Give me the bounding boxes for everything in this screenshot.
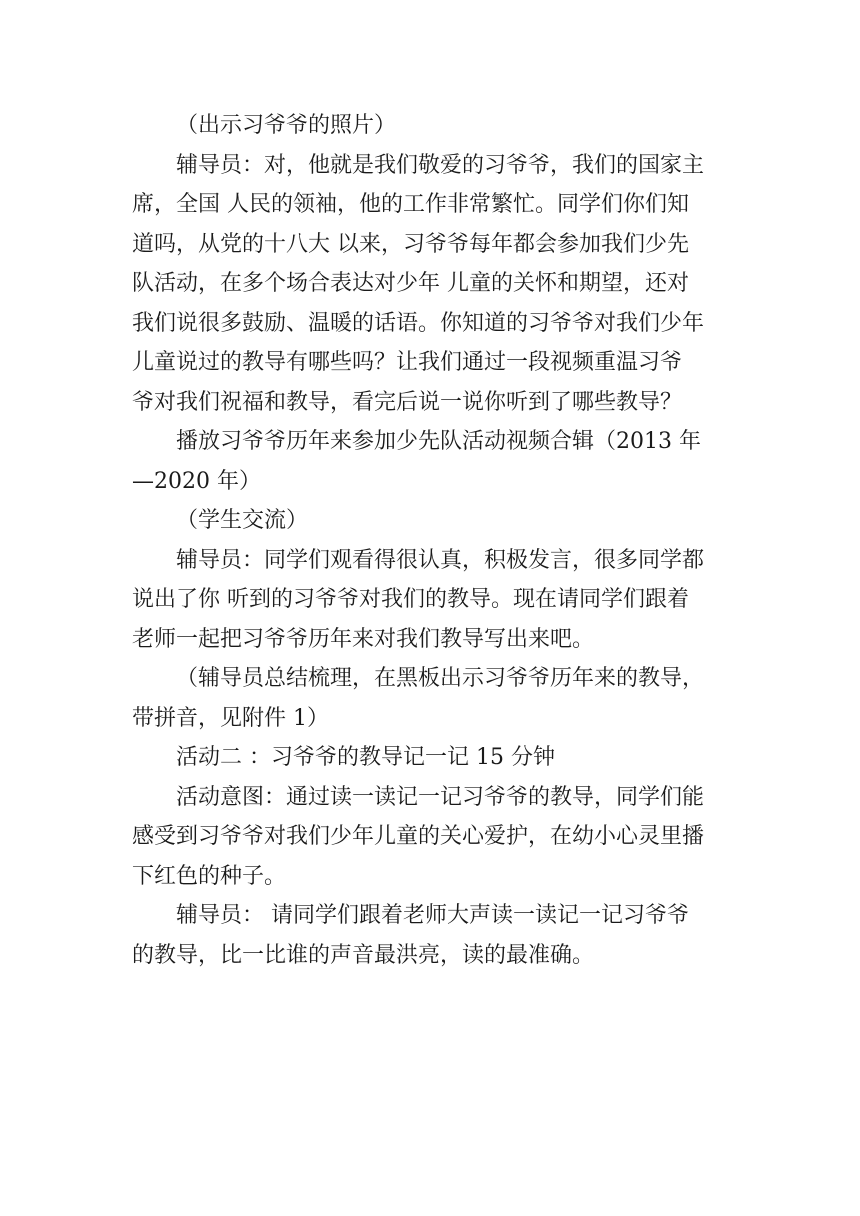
- paragraph-counselor-summary: 辅导员：同学们观看得很认真，积极发言，很多同学都 说出了你 听到的习爷爷对我们的教导。现在请同学们跟着 老师一起把习爷爷历年来对我们教导写出来吧。: [132, 547, 705, 652]
- paragraph-activity-two-heading: 活动二 ：习爷爷的教导记一记 15 分钟: [176, 745, 555, 770]
- paragraph-counselor-intro: 辅导员：对，他就是我们敬爱的习爷爷，我们的国家主 席，全国 人民的领袖，他的工作非常繁忙。同学们你们知 道吗，从党的十八大 以来，习爷爷每年都会参加我们少先 队活动，在多个场合表达对少年 儿童的关怀和期望，还对 我们说很多鼓励、温暖的话语。你知道的习爷爷对我们少年 儿童说过的教导有哪些吗？让我们通过一段视频重温习爷 爷对我们祝福和教导，看完后说一说你听到了哪些教导？: [132, 152, 705, 415]
- paragraph-counselor-read-aloud: 辅导员： 请同学们跟着老师大声读一读记一记习爷爷 的教导，比一比谁的声音最洪亮，读的最准确。: [132, 903, 689, 968]
- paragraph-student-exchange: （学生交流）: [176, 508, 309, 533]
- document-body: [132, 106, 732, 975]
- paragraph-blackboard-note: （辅导员总结梳理，在黑板出示习爷爷历年来的教导， 带拼音，见附件 1）: [132, 666, 705, 731]
- paragraph-activity-intent: 活动意图：通过读一读记一记习爷爷的教导，同学们能 感受到习爷爷对我们少年儿童的关心爱护，在幼小心灵里播 下红色的种子。: [132, 784, 705, 889]
- paragraph-play-video: 播放习爷爷历年来参加少先队活动视频合辑（2013 年 —2020 年）: [132, 429, 701, 494]
- paragraph-show-photo: （出示习爷爷的照片）: [176, 113, 397, 138]
